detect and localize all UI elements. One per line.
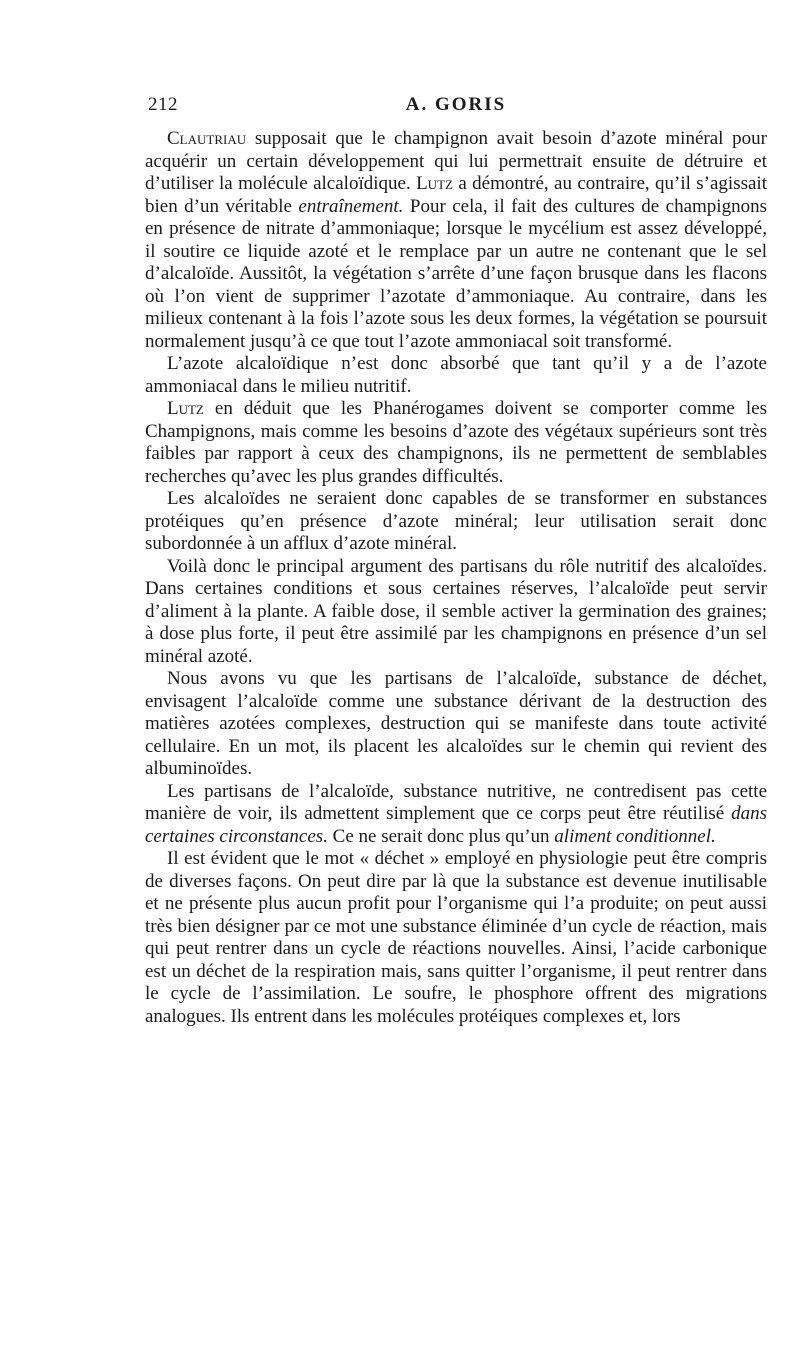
paragraph [145,488,767,556]
text-run: Les partisans de l’alcaloïde, substance nutritive, ne contredisent pas cette manière de voir, ils admettent simplement que ce corps peut être réutilisé [145,780,767,824]
text-run: Clautriau [167,128,247,149]
text-run: Voilà donc le principal argument des partisans du rôle nutritif des alcaloïdes. Dans certaines conditions et sous certaines réserves, l’alcaloïde peut servir d’aliment à la plante. A faible dose, il semble activer la germination des graines; à dose plus forte, il peut être assimilé par les champignons en présence d’un sel minéral azoté. [145,555,767,667]
paragraph [145,353,767,398]
text-run: en déduit que les Phanérogames doivent se comporter comme les Champignons, mais comme les besoins d’azote des végétaux supérieurs sont très faibles par rapport à ceux des champignons, ils ne permettent de semblables recherches qu’avec les plus grandes difficultés. [145,398,767,487]
paragraph [145,556,767,669]
paragraph [145,848,767,1028]
running-head-author: A. GORIS [405,94,507,115]
paragraph [145,398,767,488]
text-run: Lutz [416,173,453,194]
text-run: Nous avons vu que les partisans de l’alcaloïde, substance de déchet, envisagent l’alcaloïde comme une substance dérivant de la destruction des matières azotées complexes, destruction qui se manifeste dans toute activité cellulaire. En un mot, ils placent les alcaloïdes sur le chemin qui revient des albuminoïdes. [145,668,767,779]
text-run: Ce ne serait donc plus qu’un [327,825,555,847]
text-run: L’azote alcaloïdique n’est donc absorbé que tant qu’il y a de l’azote ammoniacal dans le milieu nutritif. [145,353,767,397]
body-text [145,128,767,1028]
text-run: a démontré, au contraire, qu’il s’agissait bien d’un véritable [145,173,767,217]
text-run: supposait que le champignon avait besoin d’azote minéral pour acquérir un certain développement qui lui permettrait ensuite de détruire et d’utiliser la molécule alcaloïdique. [145,128,767,194]
text-run: Lutz [167,398,204,419]
text-run: Les alcaloïdes ne seraient donc capables de se transformer en substances protéiques qu’en présence d’azote minéral; leur utilisation serait donc subordonnée à un afflux d’azote minéral. [145,488,767,554]
text-run-italic: dans certaines circonstances. [145,803,767,847]
paragraph [145,781,767,849]
text-run: Il est évident que le mot « déchet » employé en physiologie peut être compris de diverses façons. On peut dire par là que la substance est devenue inutilisable et ne présente plus aucun profit pour l’organisme qui l’a produite; on peut aussi très bien désigner par ce mot une substance éliminée d’un cycle de réaction, mais qui peut rentrer dans un cycle de réactions nouvelles. Ainsi, l’acide carbonique est un déchet de la respiration mais, sans quitter l’organisme, il peut rentrer dans le cycle de l’assimilation. Le soufre, le phosphore offrent des migrations analogues. Ils entrent dans les molécules protéiques complexes et, lors [145,848,767,1027]
running-head [148,94,764,118]
paragraph [145,668,767,781]
text-run-italic: aliment conditionnel. [554,825,716,847]
page-number: 212 [148,94,178,115]
text-run-italic: entraînement. [298,195,404,217]
paragraph [145,128,767,353]
text-run: Pour cela, il fait des cultures de champignons en présence de nitrate d’ammoniaque; lorsque le mycélium est assez développé, il soutire ce liquide azoté et le remplace par un autre ne contenant que le sel d’alcaloïde. Aussitôt, la végétation s’arrête d’une façon brusque dans les flacons où l’on vient de supprimer l’azotate d’ammoniaque. Au contraire, dans les milieux contenant à la fois l’azote sous les deux formes, la végétation se poursuit normalement jusqu’à ce que tout l’azote ammoniacal soit transformé. [145,195,767,352]
